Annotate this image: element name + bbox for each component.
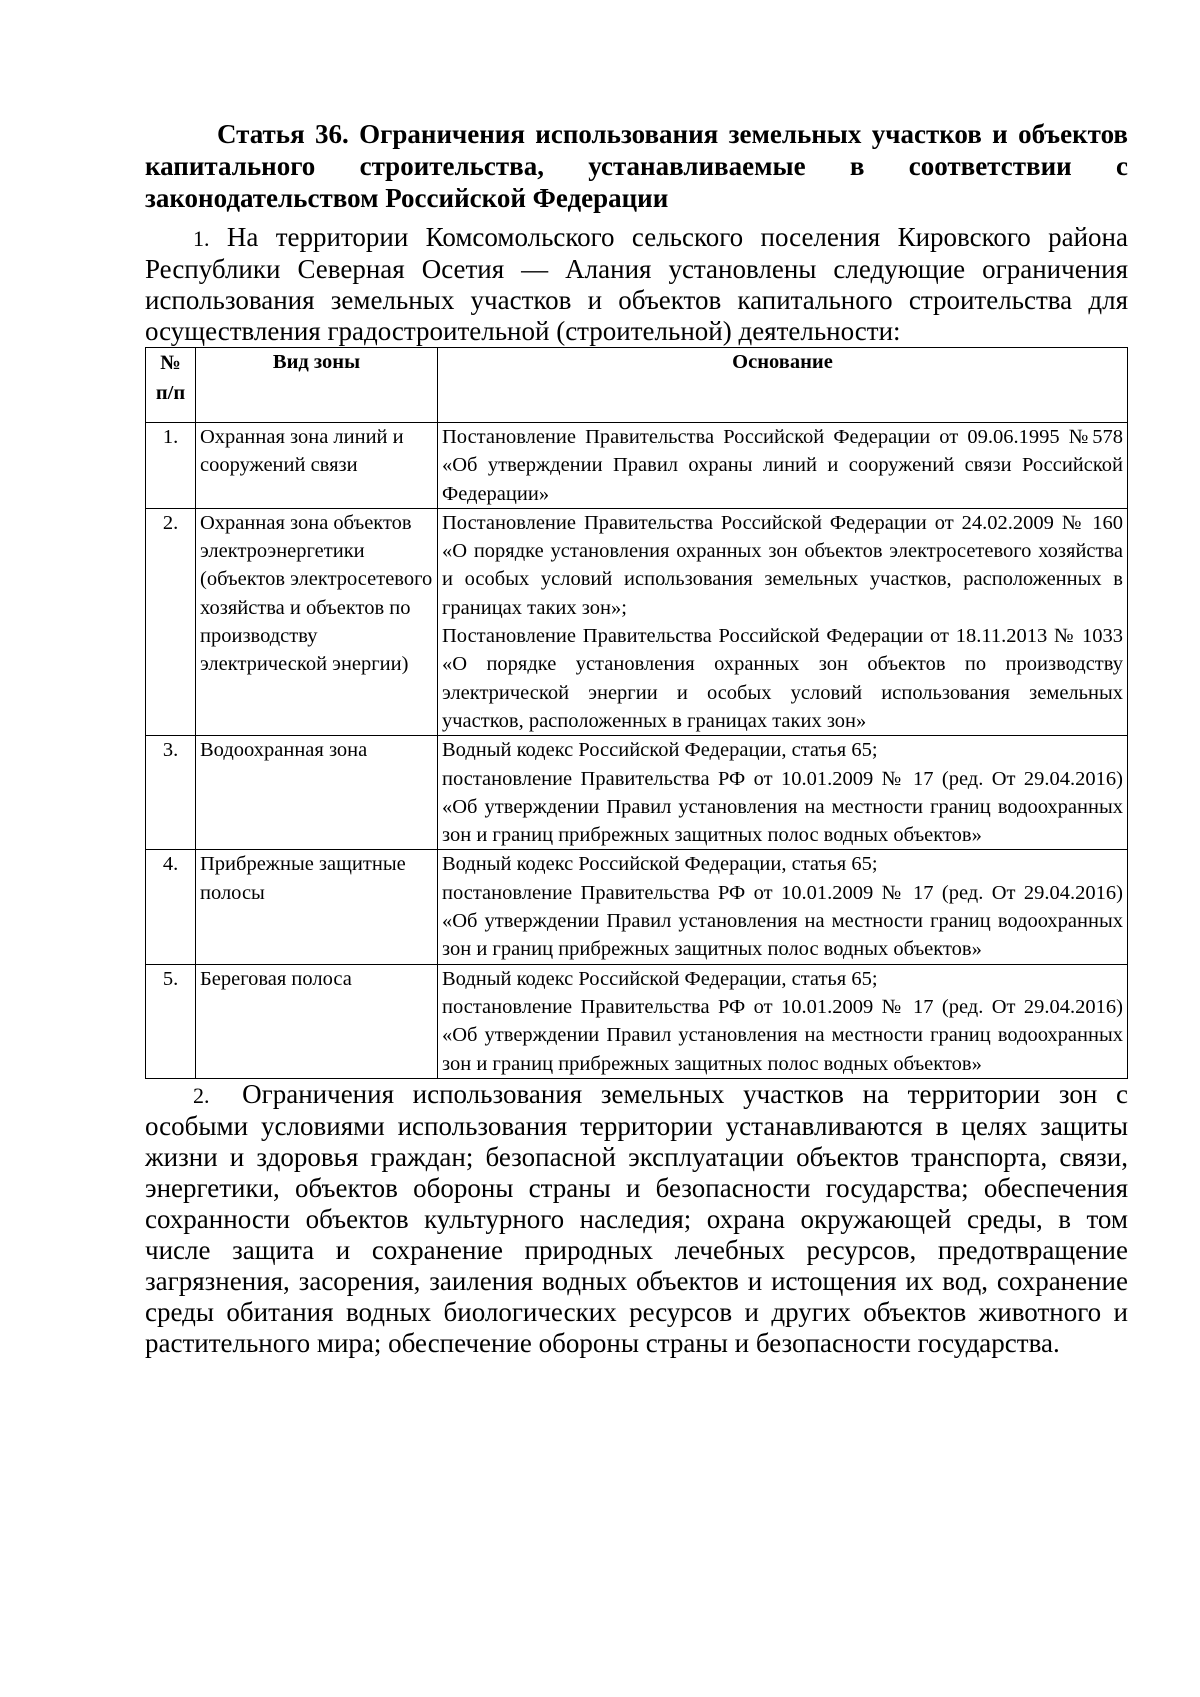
basis-text: Постановление Правительства Российской Федерации от 09.06.1995 №578 «Об утверждении Правил охраны линий и сооружений связи Российской Федерации» <box>442 426 1123 505</box>
table-row <box>146 850 1128 964</box>
header-basis: Основание <box>438 348 1128 423</box>
zones-table <box>145 347 1128 1079</box>
basis-cell <box>438 964 1128 1078</box>
zone-type: Береговая полоса <box>196 964 438 1078</box>
header-number: № п/п <box>146 348 196 423</box>
basis-text: Водный кодекс Российской Федерации, статья 65; <box>442 853 878 876</box>
paragraph-1 <box>145 222 1128 347</box>
row-number: 2. <box>146 508 196 735</box>
paragraph-2-number: 2. <box>193 1082 210 1108</box>
basis-cell <box>438 736 1128 850</box>
table-row <box>146 964 1128 1078</box>
article-heading: Статья 36. Ограничения использования земельных участков и объектов капитального строительства, устанавливаемые в соответствии с законодательством Российской Федерации <box>145 119 1128 213</box>
basis-text: постановление Правительства РФ от 10.01.2009 № 17 (ред. От 29.04.2016) «Об утверждении Правил установления на местности границ водоохранных зон и границ прибрежных защитных полос водных объектов» <box>442 767 1123 847</box>
row-number: 5. <box>146 964 196 1078</box>
basis-text: постановление Правительства РФ от 10.01.2009 № 17 (ред. От 29.04.2016) «Об утверждении Правил установления на местности границ водоохранных зон и границ прибрежных защитных полос водных объектов» <box>442 995 1123 1075</box>
basis-cell <box>438 850 1128 964</box>
paragraph-2 <box>145 1079 1128 1359</box>
row-number: 4. <box>146 850 196 964</box>
paragraph-1-number: 1. <box>193 226 210 251</box>
table-row <box>146 508 1128 735</box>
table-header-row <box>146 348 1128 423</box>
basis-cell <box>438 423 1128 509</box>
table-row <box>146 423 1128 509</box>
basis-text: Постановление Правительства Российской Федерации от 24.02.2009 № 160 «О порядке установления охранных зон объектов электросетевого хозяйства и особых условий использования земельных участков, расположенных в границах таких зон»; <box>442 511 1123 619</box>
paragraph-2-text: Ограничения использования земельных участков на территории зон с особыми условиями использования территории устанавливаются в целях защиты жизни и здоровья граждан; безопасной эксплуатации объектов транспорта, связи, энергетики, объектов обороны страны и безопасности государства; обеспечения сохранности объектов культурного наследия; охрана окружающей среды, в том числе защита и сохранение природных лечебных ресурсов, предотвращение загрязнения, засорения, заиления водных объектов и истощения их вод, сохранение среды обитания водных биологических ресурсов и других объектов животного и растительного мира; обеспечение обороны страны и безопасности государства. <box>145 1078 1128 1358</box>
row-number: 1. <box>146 423 196 509</box>
basis-text: Водный кодекс Российской Федерации, статья 65; <box>442 739 878 762</box>
row-number: 3. <box>146 736 196 850</box>
paragraph-1-text: На территории Комсомольского сельского поселения Кировского района Республики Северная Осетия — Алания установлены следующие ограничения использования земельных участков и объектов капитального строительства для осуществления градостроительной (строительной) деятельности: <box>145 222 1128 346</box>
zone-type: Водоохранная зона <box>196 736 438 850</box>
basis-text: Постановление Правительства Российской Федерации от 18.11.2013 № 1033 «О порядке установления охранных зон объектов по производству электрической энергии и особых условий использования земельных участков, расположенных в границах таких зон» <box>442 625 1123 732</box>
zone-type: Прибрежные защитные полосы <box>196 850 438 964</box>
zone-type: Охранная зона объектов электроэнергетики (объектов электросетевого хозяйства и объектов по производству электрической энергии) <box>196 508 438 735</box>
zone-type: Охранная зона линий и сооружений связи <box>196 423 438 509</box>
basis-text: Водный кодекс Российской Федерации, статья 65; <box>442 967 878 990</box>
document-page <box>145 118 1128 1359</box>
basis-cell <box>438 508 1128 735</box>
header-zone-type: Вид зоны <box>196 348 438 423</box>
table-row <box>146 736 1128 850</box>
basis-text: постановление Правительства РФ от 10.01.2009 № 17 (ред. От 29.04.2016) «Об утверждении Правил установления на местности границ водоохранных зон и границ прибрежных защитных полос водных объектов» <box>442 881 1123 961</box>
